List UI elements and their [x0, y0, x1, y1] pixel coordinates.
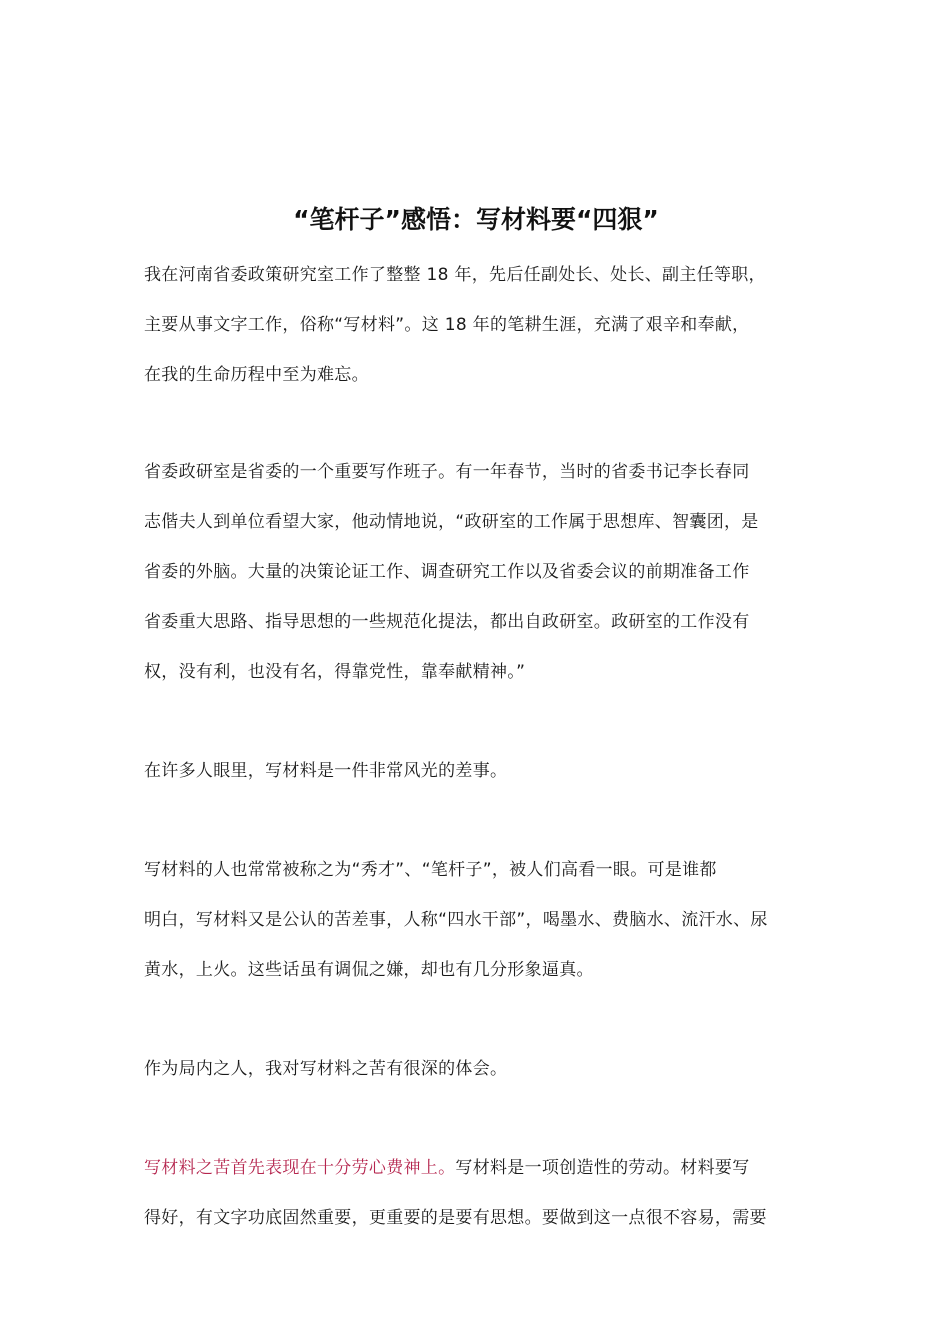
- text-line: [144, 1143, 808, 1193]
- text-line: 黄水，上火。这些话虽有调侃之嫌，却也有几分形象逼真。: [144, 960, 594, 980]
- text-line: 我在河南省委政策研究室工作了整整 18 年，先后任副处长、处长、副主任等职，: [144, 265, 766, 285]
- text-line: 省委的外脑。大量的决策论证工作、调查研究工作以及省委会议的前期准备工作: [144, 562, 750, 582]
- highlighted-text: 写材料之苦首先表现在十分劳心费神上。: [144, 1158, 456, 1178]
- text-line: 作为局内之人，我对写材料之苦有很深的体会。: [144, 1059, 508, 1079]
- text-line: 省委重大思路、指导思想的一些规范化提法，都出自政研室。政研室的工作没有: [144, 612, 750, 632]
- text-line: 明白，写材料又是公认的苦差事，人称“四水干部”，喝墨水、费脑水、流汗水、尿: [144, 910, 768, 930]
- paragraph-6: [144, 1143, 808, 1243]
- paragraph-2: [144, 447, 808, 697]
- text-line: 省委政研室是省委的一个重要写作班子。有一年春节，当时的省委书记李长春同: [144, 462, 750, 482]
- paragraph-3: [144, 746, 808, 796]
- text-line: 在我的生命历程中至为难忘。: [144, 365, 369, 385]
- text-line: 主要从事文字工作，俗称“写材料”。这 18 年的笔耕生涯，充满了艰辛和奉献，: [144, 315, 750, 335]
- text-line: 写材料的人也常常被称之为“秀才”、“笔杆子”，被人们高看一眼。可是谁都: [144, 860, 717, 880]
- text-run: 写材料是一项创造性的劳动。材料要写: [455, 1158, 750, 1178]
- paragraph-4: [144, 845, 808, 995]
- text-line: 在许多人眼里，写材料是一件非常风光的差事。: [144, 761, 508, 781]
- paragraph-1: [144, 250, 808, 400]
- text-line: 得好，有文字功底固然重要，更重要的是要有思想。要做到这一点很不容易，需要: [144, 1208, 767, 1228]
- text-line: 权，没有利，也没有名，得靠党性，靠奉献精神。”: [144, 662, 526, 682]
- paragraph-5: [144, 1044, 808, 1094]
- text-line: 志偕夫人到单位看望大家，他动情地说，“政研室的工作属于思想库、智囊团，是: [144, 512, 759, 532]
- document-title: “笔杆子”感悟：写材料要“四狠”: [293, 205, 659, 234]
